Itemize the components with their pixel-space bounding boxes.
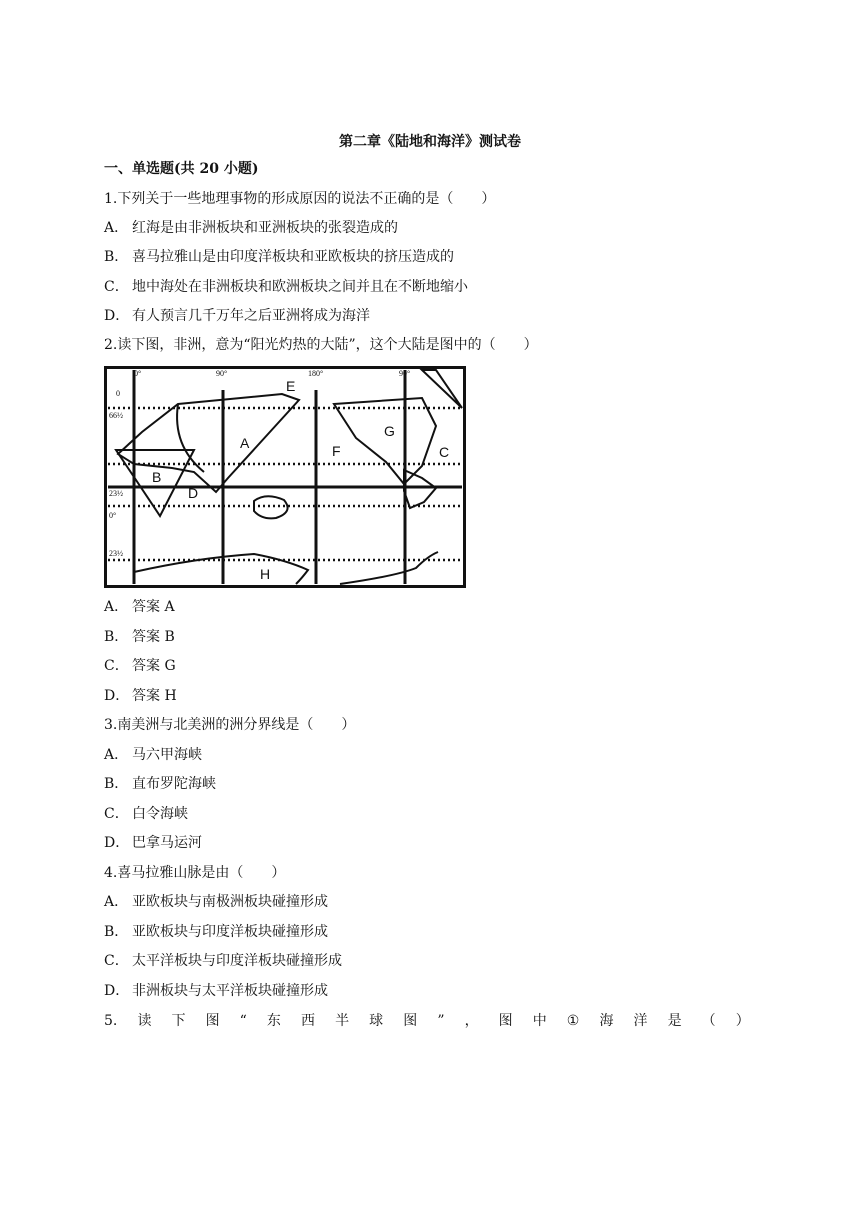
lon-label-90e: 90° [216, 369, 228, 378]
q3-option-c[interactable] [104, 804, 188, 824]
q1-option-a[interactable] [104, 218, 398, 238]
option-text: 巴拿马运河 [132, 835, 202, 851]
option-key: B． [104, 776, 129, 792]
option-key: A． [104, 894, 129, 910]
option-text: 喜马拉雅山是由印度洋板块和亚欧板块的挤压造成的 [132, 249, 454, 265]
question-1-stem: 1.下列关于一些地理事物的形成原因的说法不正确的是（ ） [104, 191, 496, 207]
option-text: 直布罗陀海峡 [132, 776, 216, 792]
option-key: D． [104, 308, 130, 324]
stem-char: “ [239, 1013, 247, 1029]
q3-option-b[interactable] [104, 774, 216, 794]
stem-char: 洋 [633, 1013, 648, 1029]
option-key: B． [104, 924, 129, 940]
option-key: B． [104, 249, 129, 265]
option-text: 亚欧板块与印度洋板块碰撞形成 [132, 924, 328, 940]
option-text: 答案 B [132, 629, 175, 645]
map-label-e: E [286, 378, 296, 394]
map-label-b: B [152, 469, 162, 485]
option-text: 白令海峡 [132, 806, 188, 822]
option-text: 答案 A [132, 599, 175, 615]
page-title: 第二章《陆地和海洋》测试卷 [339, 134, 521, 150]
stem-char: 下 [171, 1013, 186, 1029]
q3-option-d[interactable] [104, 833, 202, 853]
lat-label-top: 0 [116, 389, 120, 398]
stem-char: 5. [104, 1013, 118, 1029]
stem-char: 海 [599, 1013, 614, 1029]
stem-char: ， [464, 1013, 479, 1029]
lat-label-66: 66½ [109, 411, 123, 420]
lat-label-23n: 23½ [109, 489, 123, 498]
section-heading: 一、单选题(共 20 小题) [104, 161, 259, 177]
option-text: 有人预言几千万年之后亚洲将成为海洋 [132, 308, 370, 324]
stem-char: 图 [205, 1013, 220, 1029]
option-key: A． [104, 747, 129, 763]
lon-label-90w: 90° [399, 369, 411, 378]
option-key: C． [104, 279, 129, 295]
map-label-g: G [384, 423, 395, 439]
map-label-a: A [240, 435, 250, 451]
option-key: D． [104, 835, 130, 851]
q1-option-c[interactable] [104, 277, 468, 297]
option-text: 答案 H [132, 688, 177, 704]
q3-option-a[interactable] [104, 745, 202, 765]
q4-option-c[interactable] [104, 951, 342, 971]
q2-option-c[interactable] [104, 656, 176, 676]
question-3-stem: 3.南美洲与北美洲的洲分界线是（ ） [104, 717, 356, 733]
option-text: 地中海处在非洲板块和欧洲板块之间并且在不断地缩小 [132, 279, 468, 295]
q2-option-d[interactable] [104, 686, 177, 706]
lat-label-0: 0° [109, 511, 117, 520]
q4-option-b[interactable] [104, 922, 328, 942]
option-key: D． [104, 688, 130, 704]
option-text: 太平洋板块与印度洋板块碰撞形成 [132, 953, 342, 969]
lat-label-23s: 23½ [109, 549, 123, 558]
stem-char: 球 [369, 1013, 384, 1029]
option-key: D． [104, 983, 130, 999]
option-key: C． [104, 658, 129, 674]
option-key: C． [104, 953, 129, 969]
world-map-figure [104, 366, 466, 588]
option-key: B． [104, 629, 129, 645]
stem-char: ） [735, 1013, 750, 1029]
q4-option-a[interactable] [104, 892, 328, 912]
stem-char: 中 [532, 1013, 547, 1029]
q1-option-d[interactable] [104, 306, 370, 326]
stem-char: 半 [335, 1013, 350, 1029]
map-label-c: C [439, 444, 450, 460]
stem-char: ① [566, 1013, 580, 1029]
stem-char: 东 [266, 1013, 281, 1029]
lon-label-0: 0° [134, 369, 142, 378]
stem-char: 西 [301, 1013, 315, 1029]
map-label-h: H [260, 566, 271, 582]
option-text: 马六甲海峡 [132, 747, 202, 763]
option-key: A． [104, 220, 129, 236]
q4-option-d[interactable] [104, 981, 328, 1001]
question-2-stem: 2.读下图，非洲，意为“阳光灼热的大陆”，这个大陆是图中的（ ） [104, 337, 538, 353]
option-text: 非洲板块与太平洋板块碰撞形成 [132, 983, 328, 999]
map-label-d: D [188, 485, 199, 501]
option-text: 红海是由非洲板块和亚洲板块的张裂造成的 [132, 220, 398, 236]
option-text: 答案 G [132, 658, 176, 674]
q2-option-b[interactable] [104, 627, 175, 647]
stem-char: 图 [403, 1013, 418, 1029]
q2-option-a[interactable] [104, 597, 175, 617]
map-label-f: F [332, 443, 341, 459]
q1-option-b[interactable] [104, 247, 454, 267]
stem-char: 读 [137, 1013, 152, 1029]
stem-char: 图 [498, 1013, 513, 1029]
stem-char: ” [437, 1013, 445, 1029]
option-text: 亚欧板块与南极洲板块碰撞形成 [132, 894, 328, 910]
question-5-stem [104, 1011, 750, 1031]
option-key: C． [104, 806, 129, 822]
option-key: A． [104, 599, 129, 615]
question-4-stem: 4.喜马拉雅山脉是由（ ） [104, 865, 286, 881]
stem-char: 是 [667, 1013, 682, 1029]
stem-char: （ [701, 1013, 716, 1029]
lon-label-180: 180° [308, 369, 324, 378]
